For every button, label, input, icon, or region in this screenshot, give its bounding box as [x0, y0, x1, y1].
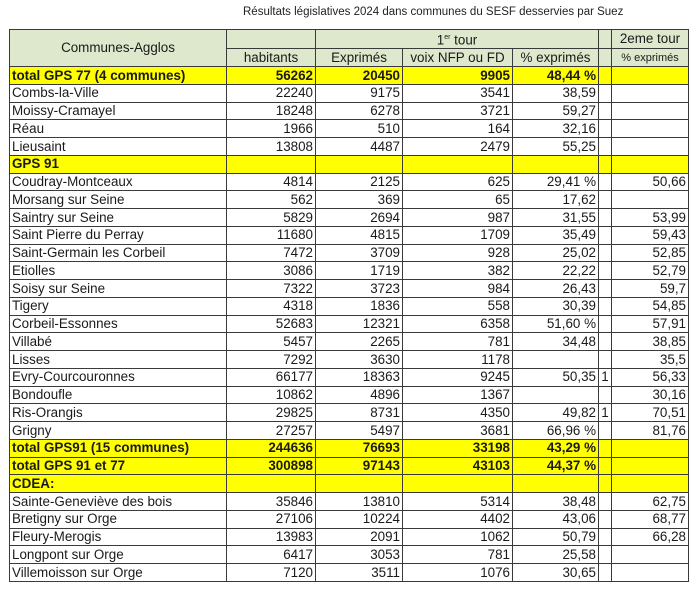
cell-pct: 43,29 % — [513, 439, 599, 457]
cell-commune: Corbeil-Essonnes — [10, 315, 227, 333]
cell-habitants: 27106 — [227, 510, 316, 528]
cell-habitants: 6417 — [227, 546, 316, 564]
cell-voix: 3721 — [403, 102, 513, 120]
cell-exprimes: 369 — [316, 191, 403, 209]
table-row-highlight — [10, 457, 689, 475]
cell-tour2-pct: 62,75 — [612, 493, 689, 511]
cell-voix — [403, 475, 513, 493]
cell-tour2-pct: 59,7 — [612, 280, 689, 298]
cell-tour2-pct: 54,85 — [612, 297, 689, 315]
cell-voix: 781 — [403, 333, 513, 351]
tour1-sup: er — [444, 34, 451, 41]
cell-voix: 781 — [403, 546, 513, 564]
cell-exprimes: 9175 — [316, 84, 403, 102]
cell-mark — [599, 209, 612, 227]
table-row — [10, 191, 689, 209]
cell-habitants: 7322 — [227, 280, 316, 298]
cell-habitants: 1966 — [227, 120, 316, 138]
cell-voix: 928 — [403, 244, 513, 262]
cell-voix: 9245 — [403, 368, 513, 386]
table-row-highlight — [10, 155, 689, 173]
cell-exprimes: 97143 — [316, 457, 403, 475]
cell-exprimes: 76693 — [316, 439, 403, 457]
table-row — [10, 528, 689, 546]
table-body — [10, 67, 689, 582]
cell-voix — [403, 155, 513, 173]
cell-pct: 25,02 — [513, 244, 599, 262]
cell-tour2-pct — [612, 439, 689, 457]
cell-pct: 26,43 — [513, 280, 599, 298]
cell-tour2-pct: 70,51 — [612, 404, 689, 422]
cell-tour2-pct — [612, 155, 689, 173]
table-row — [10, 333, 689, 351]
cell-pct — [513, 351, 599, 369]
cell-voix: 3681 — [403, 422, 513, 440]
cell-exprimes: 20450 — [316, 67, 403, 85]
cell-voix: 625 — [403, 173, 513, 191]
cell-mark — [599, 191, 612, 209]
cell-pct — [513, 155, 599, 173]
cell-mark — [599, 84, 612, 102]
cell-exprimes: 2091 — [316, 528, 403, 546]
cell-habitants: 4814 — [227, 173, 316, 191]
cell-voix: 9905 — [403, 67, 513, 85]
cell-voix: 4350 — [403, 404, 513, 422]
cell-mark — [599, 546, 612, 564]
cell-pct: 22,22 — [513, 262, 599, 280]
cell-tour2-pct: 38,85 — [612, 333, 689, 351]
cell-habitants — [227, 475, 316, 493]
table-row — [10, 510, 689, 528]
table-row — [10, 386, 689, 404]
cell-exprimes: 1836 — [316, 297, 403, 315]
results-table — [9, 29, 689, 582]
cell-voix: 5314 — [403, 493, 513, 511]
cell-habitants — [227, 155, 316, 173]
cell-tour2-pct: 52,85 — [612, 244, 689, 262]
tour1-label: tour — [450, 32, 478, 48]
cell-habitants: 66177 — [227, 368, 316, 386]
table-row — [10, 84, 689, 102]
cell-commune: Ris-Orangis — [10, 404, 227, 422]
cell-exprimes: 10224 — [316, 510, 403, 528]
cell-tour2-pct — [612, 475, 689, 493]
cell-commune: Etiolles — [10, 262, 227, 280]
cell-exprimes: 3053 — [316, 546, 403, 564]
cell-pct: 32,16 — [513, 120, 599, 138]
cell-voix: 1178 — [403, 351, 513, 369]
cell-commune: total GPS91 (15 communes) — [10, 439, 227, 457]
table-row — [10, 102, 689, 120]
cell-commune: Lieusaint — [10, 138, 227, 156]
cell-tour2-pct: 56,33 — [612, 368, 689, 386]
cell-pct: 51,60 % — [513, 315, 599, 333]
cell-exprimes: 2265 — [316, 333, 403, 351]
document-title: Résultats législatives 2024 dans communes du SESF desservies par Suez — [243, 6, 624, 18]
cell-habitants: 7472 — [227, 244, 316, 262]
cell-mark — [599, 493, 612, 511]
cell-pct: 30,39 — [513, 297, 599, 315]
cell-tour2-pct — [612, 138, 689, 156]
table-row — [10, 422, 689, 440]
cell-mark — [599, 351, 612, 369]
table-row — [10, 564, 689, 582]
cell-habitants: 18248 — [227, 102, 316, 120]
cell-habitants: 3086 — [227, 262, 316, 280]
table-row — [10, 315, 689, 333]
cell-commune: Villabé — [10, 333, 227, 351]
cell-voix: 3541 — [403, 84, 513, 102]
cell-tour2-pct — [612, 67, 689, 85]
cell-pct: 29,41 % — [513, 173, 599, 191]
cell-habitants: 10862 — [227, 386, 316, 404]
cell-mark — [599, 67, 612, 85]
cell-habitants: 29825 — [227, 404, 316, 422]
cell-tour2-pct — [612, 191, 689, 209]
cell-tour2-pct: 50,66 — [612, 173, 689, 191]
table-row — [10, 173, 689, 191]
cell-tour2-pct: 52,79 — [612, 262, 689, 280]
cell-exprimes: 13810 — [316, 493, 403, 511]
cell-tour2-pct: 53,99 — [612, 209, 689, 227]
cell-commune: Saint Pierre du Perray — [10, 226, 227, 244]
cell-habitants: 244636 — [227, 439, 316, 457]
table-row — [10, 138, 689, 156]
cell-voix: 1076 — [403, 564, 513, 582]
cell-commune: Combs-la-Ville — [10, 84, 227, 102]
table-row — [10, 120, 689, 138]
cell-commune: Lisses — [10, 351, 227, 369]
cell-commune: CDEA: — [10, 475, 227, 493]
cell-tour2-pct — [612, 546, 689, 564]
cell-commune: Saint-Germain les Corbeil — [10, 244, 227, 262]
cell-commune: Bretigny sur Orge — [10, 510, 227, 528]
cell-habitants: 13808 — [227, 138, 316, 156]
cell-commune: Tigery — [10, 297, 227, 315]
cell-exprimes: 4487 — [316, 138, 403, 156]
cell-exprimes: 4815 — [316, 226, 403, 244]
cell-commune: Coudray-Montceaux — [10, 173, 227, 191]
cell-mark — [599, 262, 612, 280]
cell-commune: Grigny — [10, 422, 227, 440]
cell-voix: 984 — [403, 280, 513, 298]
table-row-highlight — [10, 439, 689, 457]
table-row — [10, 262, 689, 280]
cell-exprimes: 2694 — [316, 209, 403, 227]
table-row — [10, 226, 689, 244]
cell-mark — [599, 226, 612, 244]
cell-pct: 55,25 — [513, 138, 599, 156]
cell-tour2-pct: 35,5 — [612, 351, 689, 369]
table-row — [10, 493, 689, 511]
cell-mark — [599, 386, 612, 404]
cell-commune: Réau — [10, 120, 227, 138]
header-blank — [227, 30, 316, 49]
cell-voix: 6358 — [403, 315, 513, 333]
table-row-highlight — [10, 67, 689, 85]
cell-mark: 1 — [599, 404, 612, 422]
cell-mark — [599, 138, 612, 156]
header-pct2: % exprimés — [612, 49, 689, 67]
cell-pct: 38,48 — [513, 493, 599, 511]
cell-exprimes — [316, 475, 403, 493]
cell-voix: 987 — [403, 209, 513, 227]
cell-exprimes: 3630 — [316, 351, 403, 369]
cell-tour2-pct: 57,91 — [612, 315, 689, 333]
cell-exprimes: 3709 — [316, 244, 403, 262]
cell-voix: 4402 — [403, 510, 513, 528]
cell-pct: 59,27 — [513, 102, 599, 120]
cell-exprimes: 1719 — [316, 262, 403, 280]
cell-mark — [599, 510, 612, 528]
cell-mark — [599, 422, 612, 440]
cell-exprimes: 5497 — [316, 422, 403, 440]
cell-commune: Soisy sur Seine — [10, 280, 227, 298]
cell-habitants: 4318 — [227, 297, 316, 315]
cell-tour2-pct — [612, 84, 689, 102]
cell-mark — [599, 475, 612, 493]
cell-habitants: 300898 — [227, 457, 316, 475]
table-row — [10, 280, 689, 298]
cell-exprimes: 3723 — [316, 280, 403, 298]
cell-mark — [599, 102, 612, 120]
cell-mark — [599, 173, 612, 191]
table-row-highlight — [10, 475, 689, 493]
cell-commune: Longpont sur Orge — [10, 546, 227, 564]
cell-mark — [599, 155, 612, 173]
cell-commune: Morsang sur Seine — [10, 191, 227, 209]
cell-pct: 38,59 — [513, 84, 599, 102]
cell-voix: 1062 — [403, 528, 513, 546]
cell-pct — [513, 386, 599, 404]
cell-mark — [599, 315, 612, 333]
cell-pct: 43,06 — [513, 510, 599, 528]
cell-commune: total GPS 91 et 77 — [10, 457, 227, 475]
cell-mark — [599, 297, 612, 315]
cell-exprimes: 2125 — [316, 173, 403, 191]
cell-commune: Bondoufle — [10, 386, 227, 404]
cell-habitants: 5457 — [227, 333, 316, 351]
cell-tour2-pct: 30,16 — [612, 386, 689, 404]
cell-exprimes: 18363 — [316, 368, 403, 386]
cell-pct — [513, 475, 599, 493]
table-row — [10, 368, 689, 386]
table-row — [10, 546, 689, 564]
cell-habitants: 562 — [227, 191, 316, 209]
cell-commune: Evry-Courcouronnes — [10, 368, 227, 386]
cell-voix: 558 — [403, 297, 513, 315]
cell-pct: 34,48 — [513, 333, 599, 351]
cell-exprimes: 8731 — [316, 404, 403, 422]
table-row — [10, 404, 689, 422]
cell-tour2-pct — [612, 564, 689, 582]
header-row-1 — [10, 30, 689, 49]
header-exprimes: Exprimés — [316, 49, 403, 67]
cell-pct: 44,37 % — [513, 457, 599, 475]
cell-habitants: 13983 — [227, 528, 316, 546]
cell-commune: Moissy-Cramayel — [10, 102, 227, 120]
cell-pct: 49,82 — [513, 404, 599, 422]
cell-habitants: 11680 — [227, 226, 316, 244]
cell-tour2-pct: 81,76 — [612, 422, 689, 440]
cell-habitants: 35846 — [227, 493, 316, 511]
cell-commune: Fleury-Merogis — [10, 528, 227, 546]
cell-pct: 48,44 % — [513, 67, 599, 85]
cell-voix: 382 — [403, 262, 513, 280]
cell-tour2-pct: 68,77 — [612, 510, 689, 528]
cell-commune: GPS 91 — [10, 155, 227, 173]
cell-commune: Saintry sur Seine — [10, 209, 227, 227]
table-row — [10, 351, 689, 369]
cell-voix: 65 — [403, 191, 513, 209]
table-row — [10, 297, 689, 315]
cell-pct: 35,49 — [513, 226, 599, 244]
cell-habitants: 52683 — [227, 315, 316, 333]
cell-habitants: 7120 — [227, 564, 316, 582]
cell-commune: Sainte-Geneviève des bois — [10, 493, 227, 511]
header-spacer-2 — [599, 49, 612, 67]
cell-voix: 1367 — [403, 386, 513, 404]
header-tour1 — [316, 30, 599, 49]
cell-tour2-pct: 66,28 — [612, 528, 689, 546]
header-habitants: habitants — [227, 49, 316, 67]
cell-tour2-pct: 59,43 — [612, 226, 689, 244]
cell-mark — [599, 280, 612, 298]
cell-mark — [599, 244, 612, 262]
cell-habitants: 56262 — [227, 67, 316, 85]
cell-tour2-pct — [612, 457, 689, 475]
cell-pct: 31,55 — [513, 209, 599, 227]
cell-pct: 66,96 % — [513, 422, 599, 440]
table-row — [10, 244, 689, 262]
cell-habitants: 7292 — [227, 351, 316, 369]
cell-tour2-pct — [612, 120, 689, 138]
cell-habitants: 27257 — [227, 422, 316, 440]
cell-exprimes — [316, 155, 403, 173]
cell-mark — [599, 457, 612, 475]
cell-mark — [599, 333, 612, 351]
cell-tour2-pct — [612, 102, 689, 120]
header-voix: voix NFP ou FD — [403, 49, 513, 67]
cell-exprimes: 3511 — [316, 564, 403, 582]
cell-voix: 1709 — [403, 226, 513, 244]
header-spacer — [599, 30, 612, 49]
cell-voix: 2479 — [403, 138, 513, 156]
cell-mark — [599, 564, 612, 582]
cell-exprimes: 6278 — [316, 102, 403, 120]
cell-habitants: 5829 — [227, 209, 316, 227]
cell-mark — [599, 528, 612, 546]
cell-exprimes: 12321 — [316, 315, 403, 333]
cell-habitants: 22240 — [227, 84, 316, 102]
cell-voix: 43103 — [403, 457, 513, 475]
cell-exprimes: 4896 — [316, 386, 403, 404]
cell-exprimes: 510 — [316, 120, 403, 138]
cell-voix: 33198 — [403, 439, 513, 457]
cell-commune: total GPS 77 (4 communes) — [10, 67, 227, 85]
cell-mark — [599, 120, 612, 138]
cell-pct: 50,79 — [513, 528, 599, 546]
header-tour2: 2eme tour — [612, 30, 689, 49]
cell-pct: 30,65 — [513, 564, 599, 582]
cell-pct: 25,58 — [513, 546, 599, 564]
table-row — [10, 209, 689, 227]
cell-commune: Villemoisson sur Orge — [10, 564, 227, 582]
header-pct: % exprimés — [513, 49, 599, 67]
cell-mark: 1 — [599, 368, 612, 386]
cell-pct: 50,35 — [513, 368, 599, 386]
header-communes: Communes-Agglos — [10, 30, 227, 67]
cell-mark — [599, 439, 612, 457]
cell-pct: 17,62 — [513, 191, 599, 209]
cell-voix: 164 — [403, 120, 513, 138]
tour1-num: 1 — [436, 32, 445, 48]
